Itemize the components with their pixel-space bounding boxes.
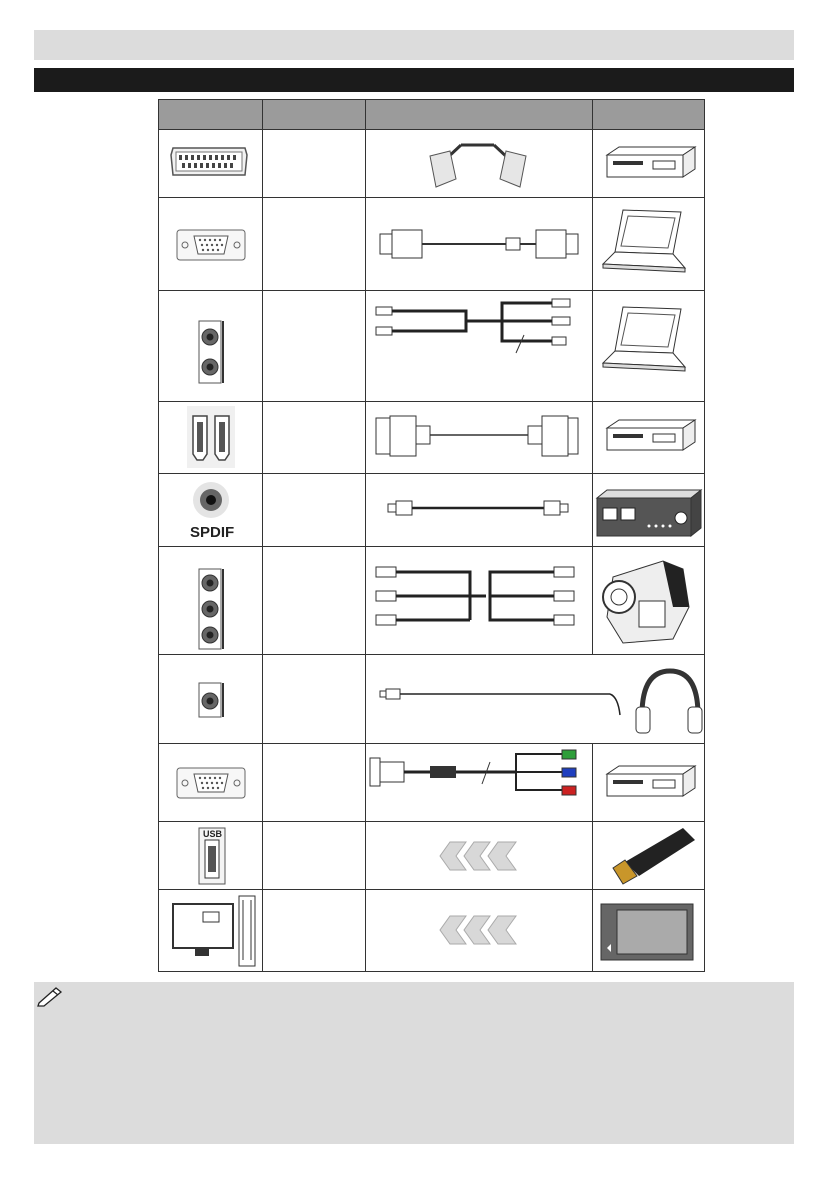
rca-to-minijack-cable [366, 291, 592, 401]
dvd-player-icon [593, 744, 704, 821]
hdmi-ports [159, 402, 262, 473]
vga-cable [366, 198, 592, 290]
dvd-player-2 [593, 402, 704, 473]
av-cable-icon [366, 547, 592, 654]
coaxial-audio-cable [366, 474, 592, 546]
connection-table [158, 99, 705, 972]
top-band [34, 30, 794, 60]
audio-jack-triple-icon [159, 547, 262, 654]
amplifier [593, 474, 704, 546]
vga-port-icon [159, 198, 262, 290]
vga-port-icon [159, 744, 262, 821]
laptop-2 [593, 291, 704, 401]
dvd-player-icon [593, 402, 704, 473]
ci-slot [159, 890, 262, 971]
spdif-port [159, 474, 262, 546]
headphone-cable [366, 655, 704, 743]
coaxial-cable-icon [366, 474, 592, 546]
scart-cable-icon [366, 131, 592, 197]
arrow-left-icon [366, 822, 592, 889]
col-separator [262, 100, 263, 971]
headphone-jack-icon [159, 655, 262, 743]
table-header [159, 100, 704, 130]
usb-stick-icon [593, 822, 704, 889]
hdmi-port-pair-icon [159, 402, 262, 473]
headphone-cable-icon [366, 655, 704, 743]
ci-card-icon [593, 890, 704, 971]
audio-jack-pair-icon [159, 291, 262, 401]
arrow-left-icon [366, 890, 592, 971]
scart-port [159, 131, 262, 197]
camcorder-icon [593, 547, 704, 654]
component-cable-icon [366, 744, 592, 821]
scart-cable [366, 131, 592, 197]
composite-av-port [159, 547, 262, 654]
laptop-1 [593, 198, 704, 290]
vga-to-component-cable [366, 744, 592, 821]
usb-port [159, 822, 262, 889]
camcorder [593, 547, 704, 654]
hdmi-cable-icon [366, 402, 592, 473]
scart-port-icon [159, 131, 262, 197]
component-vga-port [159, 744, 262, 821]
pencil-icon [36, 984, 66, 1013]
laptop-icon [593, 291, 704, 401]
rca-cable-icon [366, 291, 592, 401]
usb-direction-arrows [366, 822, 592, 889]
dvd-player-3 [593, 744, 704, 821]
vga-port [159, 198, 262, 290]
av-cable [366, 547, 592, 654]
note-box [34, 982, 794, 1144]
usb-label: USB [203, 829, 223, 839]
hdmi-cable [366, 402, 592, 473]
laptop-icon [593, 198, 704, 290]
section-title-bar [34, 68, 794, 92]
usb-flash-drive [593, 822, 704, 889]
amplifier-icon [593, 474, 704, 546]
dvd-player-icon [593, 131, 704, 197]
ci-direction-arrows [366, 890, 592, 971]
tv-rear-panel-icon [159, 890, 262, 971]
vga-cable-icon [366, 198, 592, 290]
dvd-player-1 [593, 131, 704, 197]
audio-in-port [159, 291, 262, 401]
headphone-port [159, 655, 262, 743]
ci-module [593, 890, 704, 971]
spdif-label: SPDIF [190, 524, 235, 541]
